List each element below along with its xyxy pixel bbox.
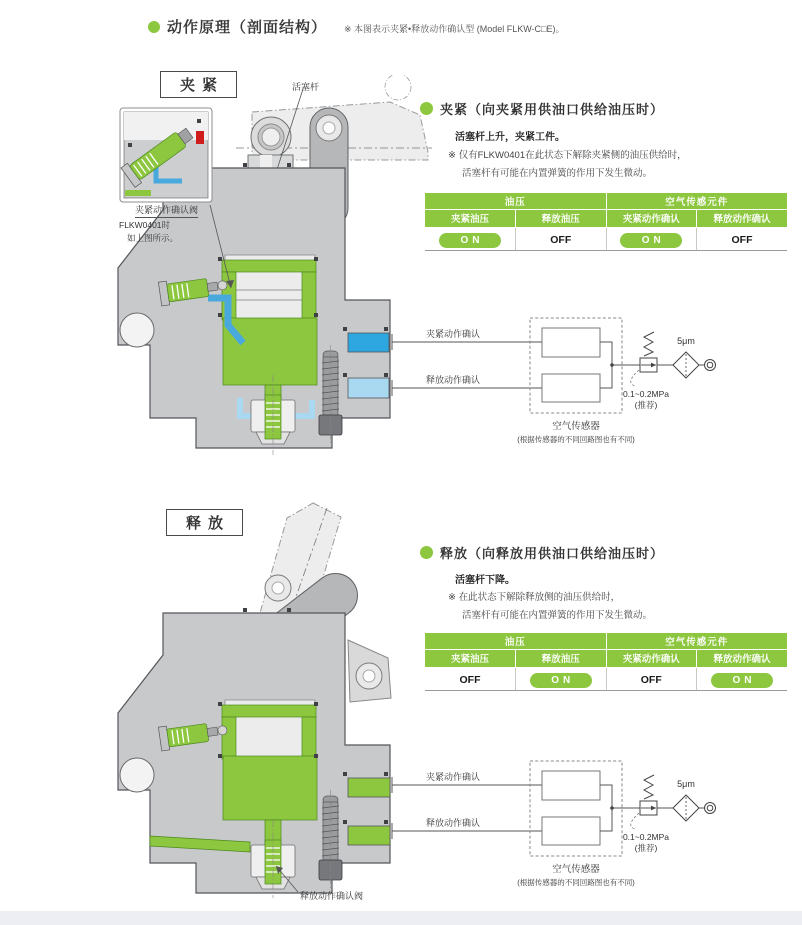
release-state-table <box>425 633 787 691</box>
page-title: 动作原理（剖面结构） <box>167 19 328 36</box>
state-badge: OFF <box>550 233 572 246</box>
pressure-label: 0.1~0.2MPa <box>622 832 670 842</box>
state-badge: OFF <box>640 673 662 686</box>
pressure-note: (推荐) <box>634 843 658 853</box>
air-sensor-note: (根据传感器的不同回路图也有不同) <box>517 435 635 444</box>
filter-size-label: 5μm <box>677 779 695 789</box>
air-sensing-group-header: 空气传感元件 <box>606 633 787 649</box>
pressure-label: 0.1~0.2MPa <box>622 389 670 399</box>
table-value-row <box>425 227 787 250</box>
release-right-plate <box>348 640 391 702</box>
air-supply-symbol <box>705 803 716 814</box>
clamp-desc-line1: 活塞杆上升，夹紧工件。 <box>455 132 565 143</box>
inset-model-note: FLKW0401时 <box>119 220 171 230</box>
air-sensor-note: (根据传感器的不同回路图也有不同) <box>517 878 635 887</box>
green-bullet-icon <box>420 102 433 115</box>
green-bullet-icon <box>148 21 160 33</box>
oil-pressure-group-header: 油压 <box>425 633 606 649</box>
state-badge: ON <box>620 233 682 248</box>
release-air-circuit <box>388 755 802 907</box>
release-desc-line1: 活塞杆下降。 <box>455 575 515 586</box>
clamp-desc-line3: 活塞杆有可能在内置弹簧的作用下发生微动。 <box>462 168 653 179</box>
inset-ref-note: 如上图所示。 <box>127 233 179 243</box>
filter-size-label: 5μm <box>677 336 695 346</box>
regulator-symbol <box>631 332 657 386</box>
clamp-section-title: 夹紧（向夹紧用供油口供给油压时） <box>420 99 664 118</box>
air-sensor-label: 空气传感器 <box>552 864 600 875</box>
release-tag-box: 释放 <box>166 509 243 536</box>
table-group-header-row <box>425 633 787 649</box>
clamp-desc-line2: ※ 仅有FLKW0401在此状态下解除夹紧侧的油压供给时， <box>448 150 687 161</box>
release-valve-label: 释放动作确认阀 <box>300 891 364 901</box>
release-line-label: 释放动作确认 <box>425 818 481 828</box>
clamp-state-table <box>425 193 787 251</box>
state-badge: OFF <box>459 673 481 686</box>
table-group-header-row <box>425 193 787 209</box>
page-footer-bar <box>0 911 802 925</box>
table-column-header-row: 夹紧油压 释放油压 夹紧动作确认 释放动作确认 <box>425 649 787 667</box>
green-bullet-icon <box>420 546 433 559</box>
page-header <box>148 16 565 37</box>
clamp-line-label: 夹紧动作确认 <box>425 329 481 339</box>
regulator-symbol <box>631 775 657 829</box>
state-badge: ON <box>439 233 501 248</box>
page-note: ※ 本图表示夹紧•释放动作确认型 (Model FLKW-C□E)。 <box>344 23 565 34</box>
clamp-tag-box: 夹紧 <box>160 71 237 98</box>
oil-pressure-group-header: 油压 <box>425 193 606 209</box>
state-badge: ON <box>711 673 773 688</box>
air-sensing-group-header: 空气传感元件 <box>606 193 787 209</box>
release-section-diagram <box>98 498 433 908</box>
filter-symbol <box>673 352 699 378</box>
clamp-line-label: 夹紧动作确认 <box>425 772 481 782</box>
release-line-label: 释放动作确认 <box>425 375 481 385</box>
state-badge: OFF <box>731 233 753 246</box>
table-column-header-row: 夹紧油压 释放油压 夹紧动作确认 释放动作确认 <box>425 209 787 227</box>
table-value-row <box>425 667 787 690</box>
clamp-air-circuit <box>388 312 802 464</box>
state-badge: ON <box>530 673 592 688</box>
air-sensor-label: 空气传感器 <box>552 421 600 432</box>
release-desc-line3: 活塞杆有可能在内置弹簧的作用下发生微动。 <box>462 610 653 621</box>
clamp-valve-inset-caption: 夹紧动作确认阀 <box>135 203 198 218</box>
filter-symbol <box>673 795 699 821</box>
pressure-note: (推荐) <box>634 400 658 410</box>
release-desc-line2: ※ 在此状态下解除释放侧的油压供给时， <box>448 592 621 603</box>
air-supply-symbol <box>705 360 716 371</box>
release-section-title: 释放（向释放用供油口供给油压时） <box>420 543 664 562</box>
piston-rod-label: 活塞杆 <box>292 82 320 92</box>
clamp-section-diagram <box>98 75 433 465</box>
